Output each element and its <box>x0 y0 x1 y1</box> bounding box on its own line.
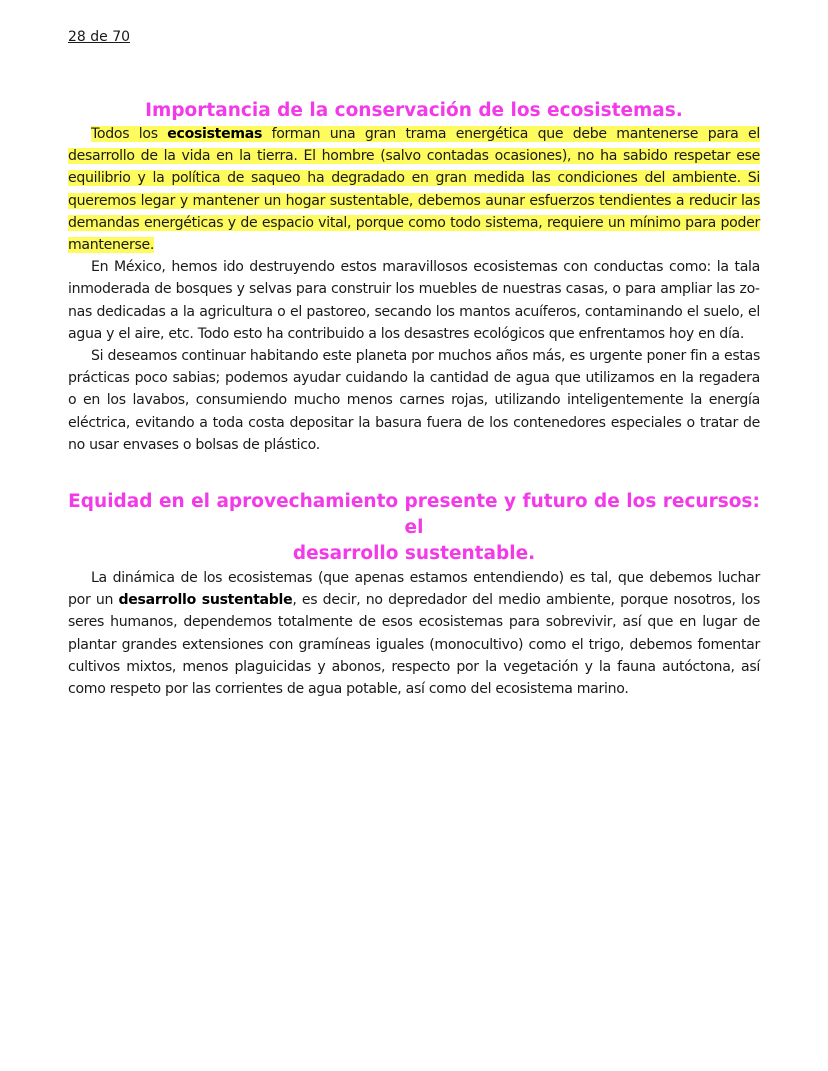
key-term-desarrollo-sustentable: desarrollo sustentable <box>118 592 293 609</box>
text-run: Todos los <box>91 126 168 142</box>
section-conservation <box>68 98 760 456</box>
section-sustainable-development <box>68 489 760 700</box>
section-heading-conservation: Importancia de la conservación de los ecosistemas. <box>145 100 683 121</box>
paragraph-dynamics <box>68 567 760 700</box>
heading-line-1: Equidad en el aprovechamiento presente y futuro de los recursos: el <box>68 491 760 539</box>
paragraph-practices: Si deseamos continuar habitando este planeta por muchos años más, es urgente poner fin a estas prácticas poco sabias; podemos ayudar cuidando la cantidad de agua que utilizamos en la regadera o en los lavabos, consumiendo mucho menos carnes rojas, utilizando inteligentemente la energía eléctrica, evitando a toda costa depositar la basura fuera de los contenedores especiales o tratar de no usar envases o bolsas de plástico. <box>68 348 760 453</box>
page-number: 28 de 70 <box>68 29 131 45</box>
section-heading-equity <box>68 489 760 567</box>
text-run: , es decir, no depredador del medio ambiente, porque nosotros, los seres humanos, dependemos totalmente de esos ecosistemas para sobrevivir, así que en lugar de plantar grandes extensiones con gramíneas iguales (monocultivo) como el trigo, debemos fomentar cultivos mixtos, menos plaguicidas y abonos, respecto por la vegetación y la fauna autóctona, así como respeto por las corrientes de agua potable, así como del ecosistema marino. <box>68 592 760 698</box>
paragraph-highlighted <box>68 123 760 256</box>
key-term-ecosistemas: ecosistemas <box>167 126 263 142</box>
paragraph-mexico: En México, hemos ido destruyendo estos maravillosos ecosistemas con conductas como: la tala inmoderada de bosques y selvas para construir los muebles de nuestras casas, o para ampliar las zonas dedicadas a la agricultura o el pastoreo, secando los mantos acuíferos, contaminando el suelo, el agua y el aire, etc. Todo esto ha contribuido a los desastres ecológicos que enfrentamos hoy en día. <box>68 259 760 342</box>
heading-line-2: desarrollo sustentable. <box>292 543 536 565</box>
text-run: forman una gran trama energética que debe mantenerse para el desarrollo de la vida en la tierra. El hombre (salvo contadas ocasiones), no ha sabido respetar ese equilibrio y la política de saqueo ha degradado en gran medida las condiciones del ambiente. Si queremos legar y mantener un hogar sustentable, debemos aunar esfuerzos tendientes a reducir las demandas energéticas y de espacio vital, porque como todo sistema, requiere un mínimo para poder mantenerse. <box>68 126 761 254</box>
highlighted-text <box>68 126 760 253</box>
document-body <box>68 98 760 700</box>
text-run: La dinámica de los ecosistemas (que apenas estamos entendiendo) es tal, que debemos luchar por un <box>68 570 760 609</box>
